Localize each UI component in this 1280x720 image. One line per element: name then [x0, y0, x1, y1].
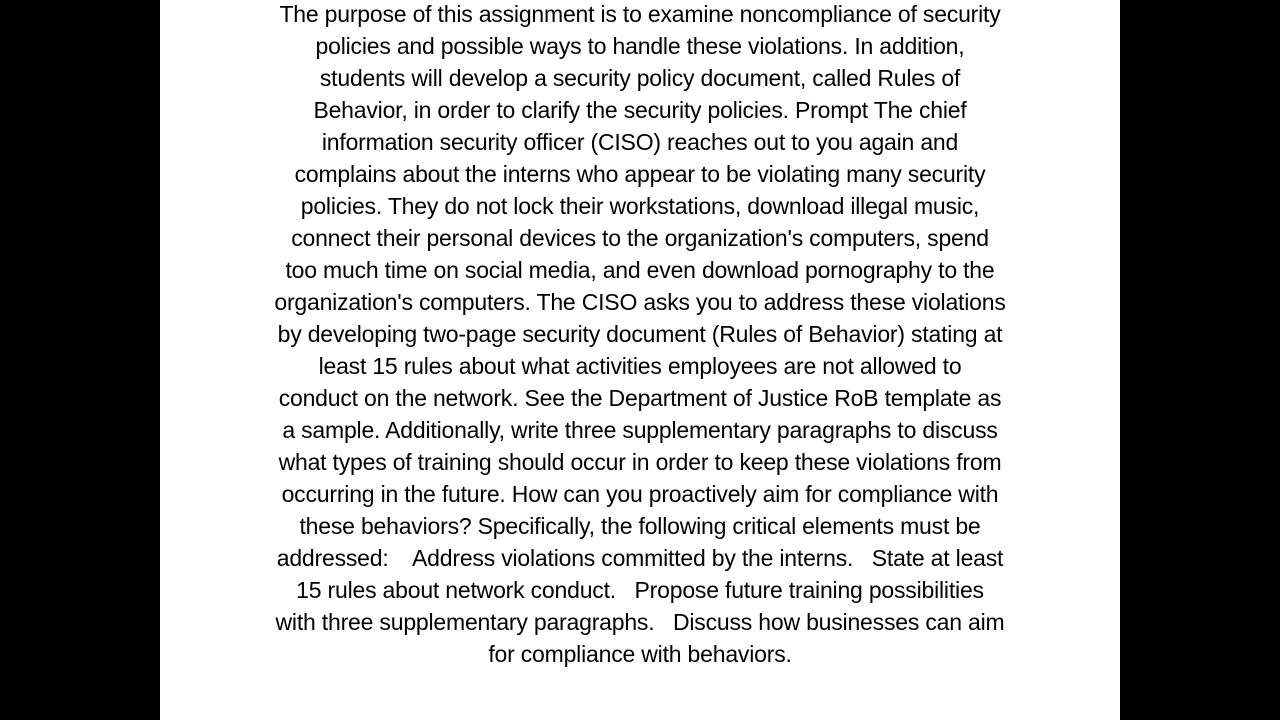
text-line: information security officer (CISO) reaches out to you again and	[321, 129, 959, 155]
text-line: organization's computers. The CISO asks you to address these violations	[274, 289, 1006, 315]
text-line: least 15 rules about what activities employees are not allowed to	[318, 353, 962, 379]
text-line: with three supplementary paragraphs. Discuss how businesses can aim	[275, 609, 1005, 635]
text-line: addressed: Address violations committed by the interns. State at least	[276, 545, 1004, 571]
text-line: connect their personal devices to the organization's computers, spend	[291, 225, 989, 251]
text-line: 15 rules about network conduct. Propose future training possibilities	[296, 577, 984, 603]
text-line: occurring in the future. How can you proactively aim for compliance with	[281, 481, 999, 507]
assignment-prompt-text	[160, 0, 1120, 670]
text-line: these behaviors? Specifically, the following critical elements must be	[299, 513, 981, 539]
text-line: what types of training should occur in order to keep these violations from	[278, 449, 1002, 475]
slide-page	[160, 0, 1120, 720]
text-line: too much time on social media, and even download pornography to the	[285, 257, 995, 283]
text-line: Behavior, in order to clarify the security policies. Prompt The chief	[313, 97, 967, 123]
text-line: a sample. Additionally, write three supplementary paragraphs to discuss	[282, 417, 998, 443]
text-line: policies and possible ways to handle these violations. In addition,	[315, 33, 965, 59]
text-line: The purpose of this assignment is to examine noncompliance of security	[279, 1, 1001, 27]
text-line: by developing two-page security document (Rules of Behavior) stating at	[277, 321, 1003, 347]
text-line: policies. They do not lock their workstations, download illegal music,	[300, 193, 980, 219]
text-line: complains about the interns who appear to be violating many security	[294, 161, 986, 187]
text-line: students will develop a security policy document, called Rules of	[319, 65, 961, 91]
text-line: conduct on the network. See the Department of Justice RoB template as	[278, 385, 1002, 411]
text-line: for compliance with behaviors.	[488, 641, 792, 667]
